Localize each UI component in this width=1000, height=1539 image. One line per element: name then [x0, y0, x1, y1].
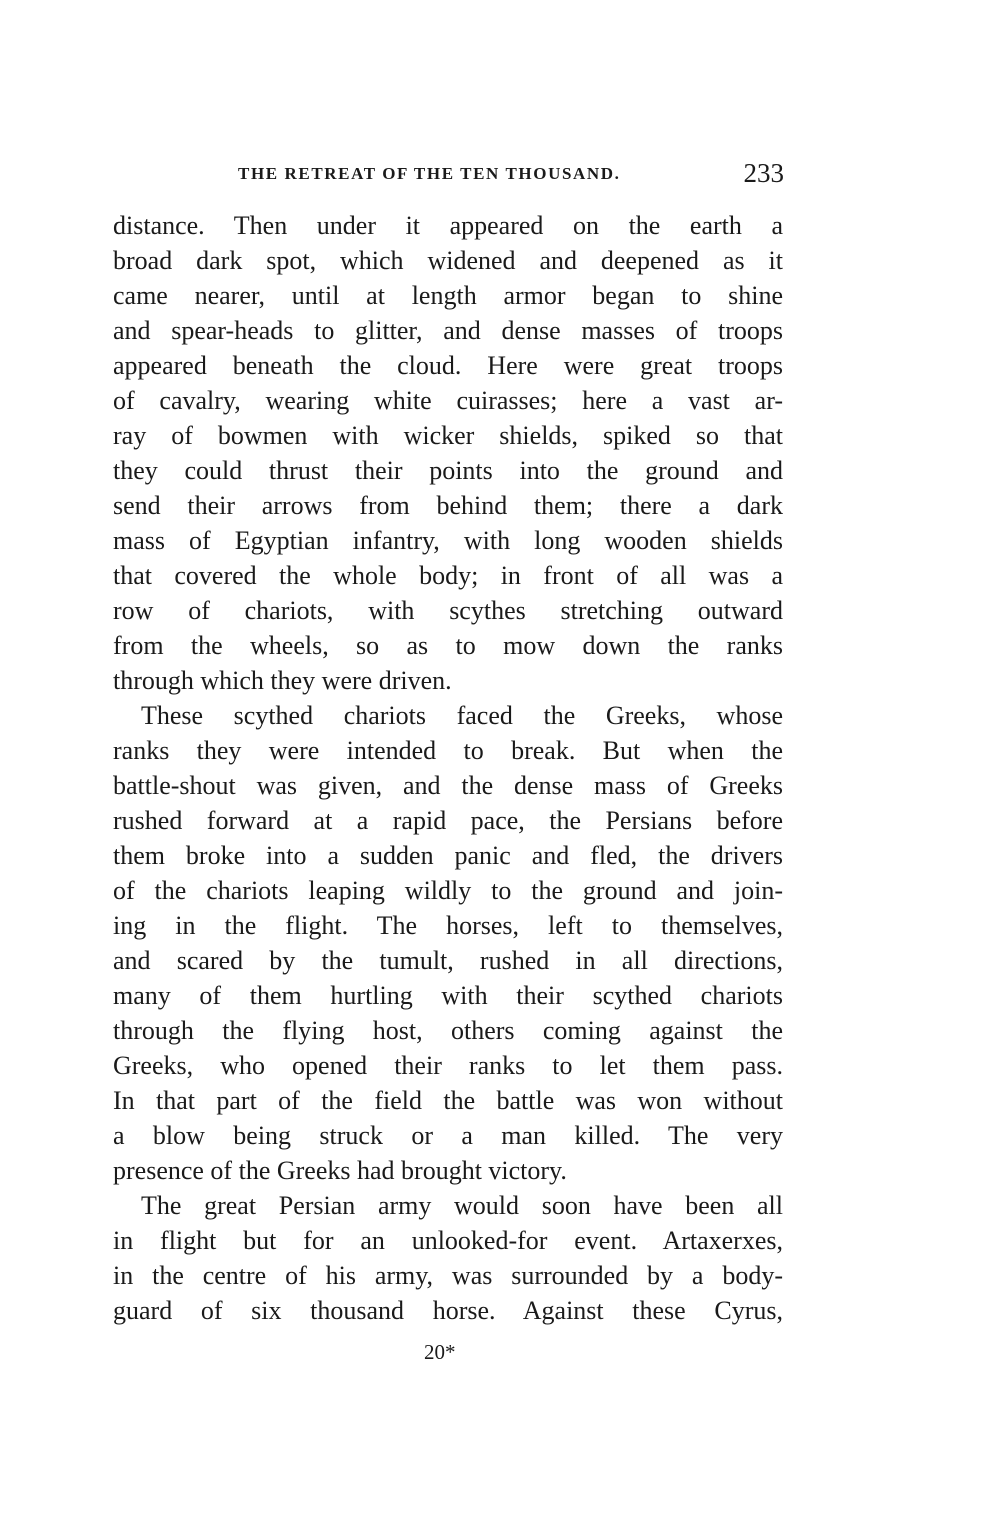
signature-mark: 20* — [424, 1340, 456, 1364]
text-line: ranks they were intended to break. But when the — [113, 736, 783, 765]
text-line: In that part of the field the battle was won without — [113, 1086, 783, 1115]
text-line: broad dark spot, which widened and deepened as it — [113, 246, 783, 275]
paragraph — [113, 698, 783, 1188]
text-line: a blow being struck or a man killed. The very — [113, 1121, 783, 1150]
text-line: appeared beneath the cloud. Here were great troops — [113, 351, 783, 380]
text-line: that covered the whole body; in front of all was a — [113, 561, 783, 590]
text-line: These scythed chariots faced the Greeks, whose — [141, 701, 783, 730]
text-line: rushed forward at a rapid pace, the Persians before — [113, 806, 783, 835]
text-line: they could thrust their points into the ground and — [113, 456, 783, 485]
text-line: Greeks, who opened their ranks to let them pass. — [113, 1051, 783, 1080]
text-line: mass of Egyptian infantry, with long wooden shields — [113, 526, 783, 555]
text-line: from the wheels, so as to mow down the ranks — [113, 631, 783, 660]
text-line: in the centre of his army, was surrounded by a body- — [113, 1261, 783, 1290]
text-line: presence of the Greeks had brought victory. — [113, 1156, 567, 1185]
text-line: The great Persian army would soon have been all — [141, 1191, 783, 1220]
body-text — [113, 208, 783, 1328]
text-line: them broke into a sudden panic and fled, the drivers — [113, 841, 783, 870]
text-line: row of chariots, with scythes stretching outward — [113, 596, 783, 625]
running-header — [238, 158, 784, 192]
text-line: ray of bowmen with wicker shields, spiked so that — [113, 421, 783, 450]
text-line: through the flying host, others coming against the — [113, 1016, 783, 1045]
text-line: in flight but for an unlooked-for event. Artaxerxes, — [113, 1226, 783, 1255]
text-line: guard of six thousand horse. Against these Cyrus, — [113, 1296, 783, 1325]
paragraph — [113, 208, 783, 698]
text-line: battle-shout was given, and the dense mass of Greeks — [113, 771, 783, 800]
text-line: distance. Then under it appeared on the earth a — [113, 211, 783, 240]
paragraph — [113, 1188, 783, 1328]
text-line: of cavalry, wearing white cuirasses; here a vast ar- — [113, 386, 783, 415]
text-line: send their arrows from behind them; there a dark — [113, 491, 783, 520]
text-line: came nearer, until at length armor began to shine — [113, 281, 783, 310]
text-line: ing in the flight. The horses, left to themselves, — [113, 911, 783, 940]
text-line: of the chariots leaping wildly to the ground and join- — [113, 876, 783, 905]
page-number: 233 — [743, 158, 784, 188]
text-line: and scared by the tumult, rushed in all directions, — [113, 946, 783, 975]
running-title: THE RETREAT OF THE TEN THOUSAND. — [238, 164, 621, 183]
text-line: and spear-heads to glitter, and dense masses of troops — [113, 316, 783, 345]
text-line: many of them hurtling with their scythed chariots — [113, 981, 783, 1010]
text-line: through which they were driven. — [113, 666, 452, 695]
